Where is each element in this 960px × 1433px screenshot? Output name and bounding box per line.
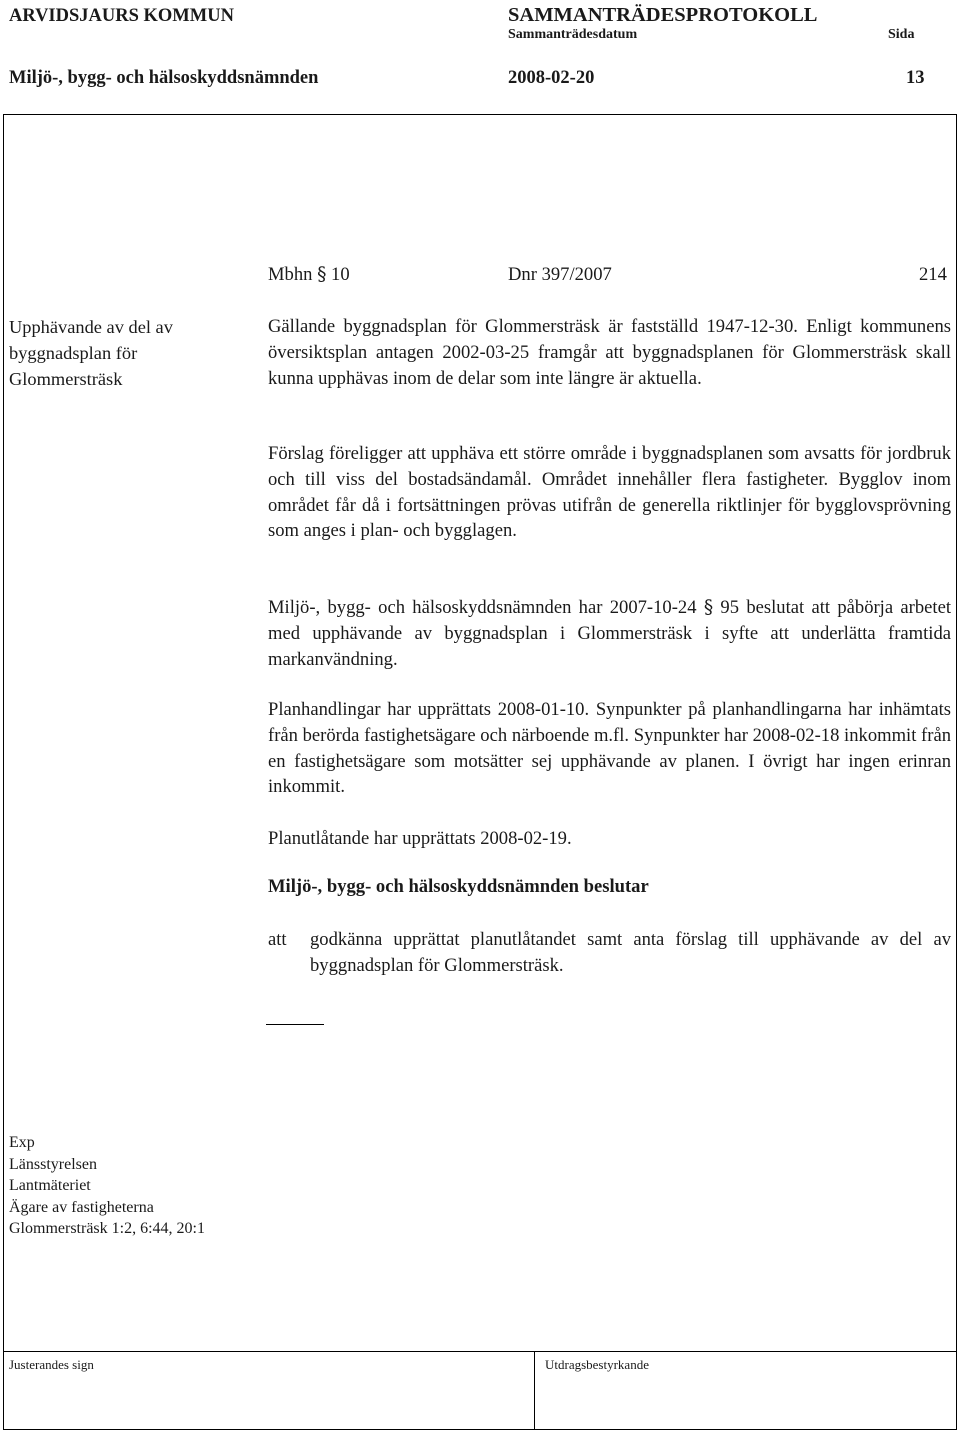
distribution-list <box>9 1132 205 1240</box>
page-number: 13 <box>906 68 925 88</box>
org-name: ARVIDSJAURS KOMMUN <box>9 6 234 26</box>
paragraph-3-end: 95 beslutat att påbörja arbetet med upphävande av byggnadsplan i Glommersträsk i syfte att underlätta framtida markanvändning. <box>268 597 951 670</box>
paragraph-5: Planutlåtande har upprättats 2008-02-19. <box>268 828 572 849</box>
footer-divider <box>3 1351 957 1352</box>
committee-name: Miljö-, bygg- och hälsoskyddsnämnden <box>9 68 319 88</box>
meeting-date: 2008-02-20 <box>508 68 595 88</box>
decision-term: att <box>268 929 287 950</box>
distribution-line: Ägare av fastigheterna <box>9 1198 154 1216</box>
case-code: 214 <box>919 264 947 285</box>
page-label: Sida <box>888 27 915 42</box>
paragraph-4: Planhandlingar har upprättats 2008-01-10. Synpunkter på planhandlingarna har inhämtats från berörda fastighetsägare och närboende m.fl. Synpunkter har 2008-02-18 inkommit från en fastighetsägare som motsätter sej upphävande av planen. I övrigt har ingen erinran inkommit. <box>268 699 951 798</box>
footer-column-divider <box>534 1351 535 1430</box>
decision-heading: Miljö-, bygg- och hälsoskyddsnämnden beslutar <box>268 876 649 897</box>
subject-line: Upphävande av del av <box>9 317 173 337</box>
decision-text: godkänna upprättat planutlåtandet samt anta förslag till upphävande av del av byggnadsplan för Glommersträsk. <box>310 929 951 976</box>
paragraph-3 <box>268 595 951 672</box>
paragraph-symbol: § <box>703 597 714 618</box>
case-ref-prefix: Mbhn <box>268 264 313 285</box>
paragraph-2: Förslag föreligger att upphäva ett större område i byggnadsplanen som avsatts för jordbruk och till viss del bostadsändamål. Området innehåller flera fastigheter. Bygglov inom området får då i fortsättningen prövas utifrån de generella riktlinjer för bygglovsprövning som anges i plan- och bygglagen. <box>268 443 951 542</box>
paragraph-symbol: § <box>317 264 327 285</box>
date-label: Sammanträdesdatum <box>508 27 638 42</box>
end-rule <box>266 1024 324 1025</box>
document-type: SAMMANTRÄDESPROTOKOLL <box>508 4 818 26</box>
case-ref-number: 10 <box>331 264 350 285</box>
distribution-line: Exp <box>9 1134 35 1151</box>
subject-line: Glommersträsk <box>9 368 123 389</box>
case-reference <box>268 264 350 286</box>
distribution-line: Glommersträsk 1:2, 6:44, 20:1 <box>9 1220 205 1237</box>
dnr: Dnr 397/2007 <box>508 264 612 285</box>
distribution-line: Lantmäteriet <box>9 1177 91 1194</box>
footer-justerandes-sign: Justerandes sign <box>9 1357 94 1372</box>
paragraph-3-start: Miljö-, bygg- och hälsoskyddsnämnden har 2007-10-24 <box>268 597 697 618</box>
subject-heading <box>9 315 173 392</box>
distribution-line: Länsstyrelsen <box>9 1155 97 1173</box>
subject-line: byggnadsplan för <box>9 342 138 363</box>
paragraph-1: Gällande byggnadsplan för Glommersträsk är fastställd 1947-12-30. Enligt kommunens översiktsplan antagen 2002-03-25 framgår att byggnadsplanen för Glommersträsk skall kunna upphävas inom de delar som inte längre är aktuella. <box>268 316 951 389</box>
footer-utdragsbestyrkande: Utdragsbestyrkande <box>545 1357 649 1372</box>
